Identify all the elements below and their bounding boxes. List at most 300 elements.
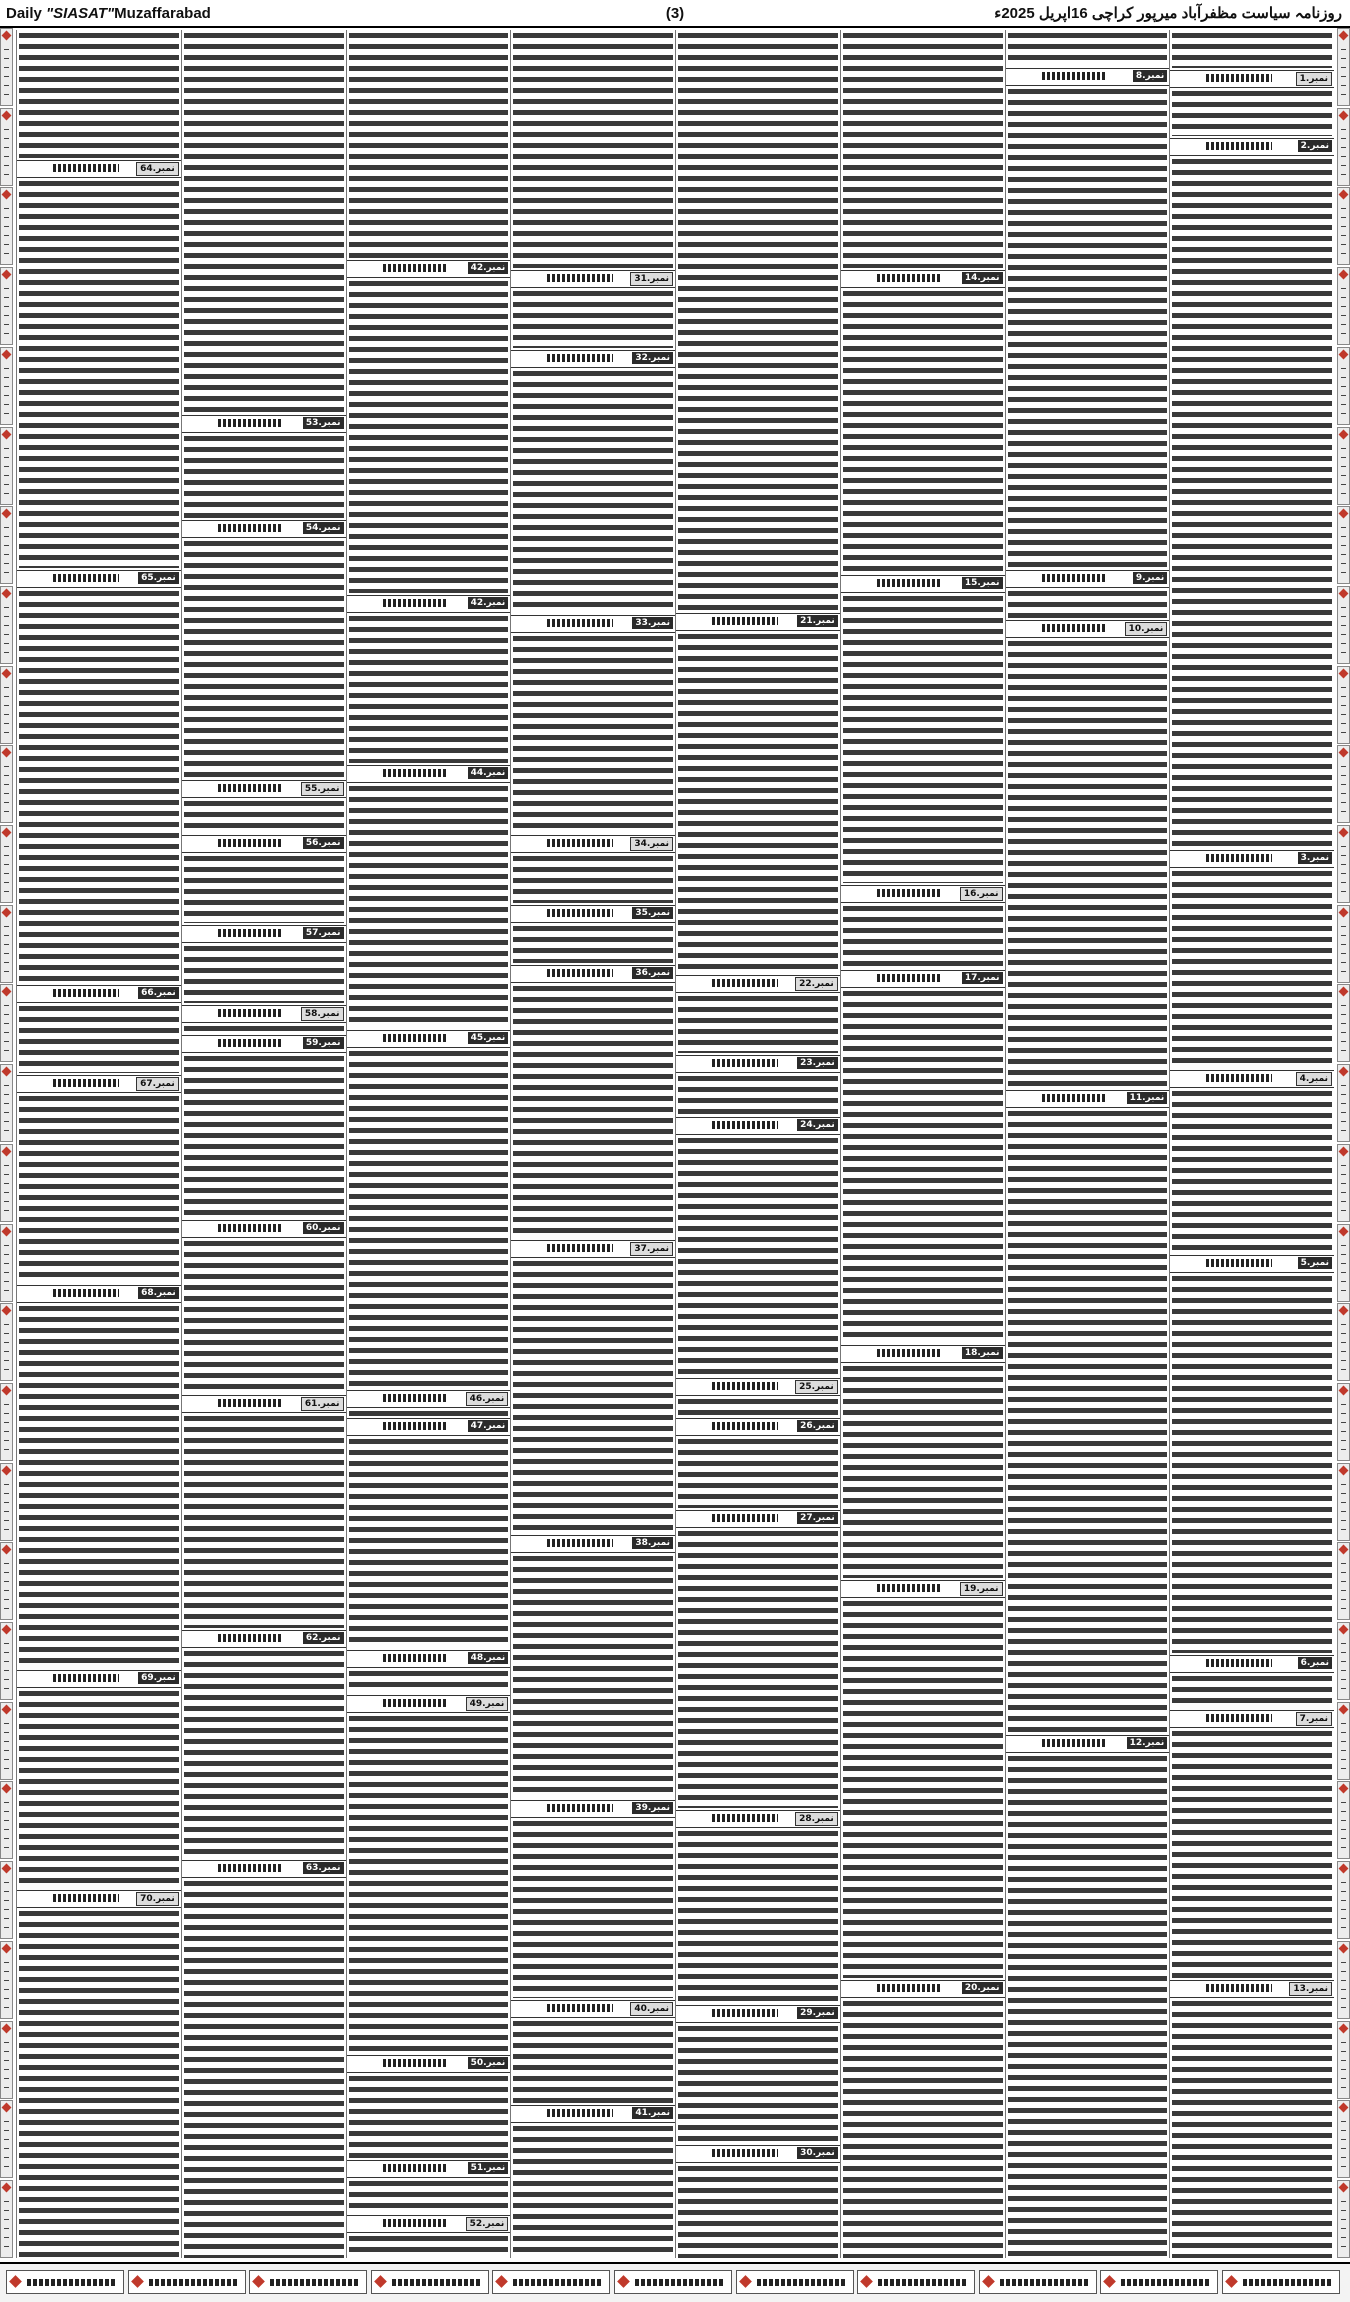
rail-mark (1341, 386, 1346, 387)
rail-mark (4, 536, 9, 537)
rail-mark (4, 324, 9, 325)
star-icon (1339, 1864, 1349, 1874)
star-icon (1339, 1704, 1349, 1714)
star-icon (2, 1385, 12, 1395)
rail-mark (1341, 1272, 1346, 1273)
siasat-logo-icon (877, 974, 943, 982)
text-lines (184, 853, 344, 923)
footer-logo-icon (392, 2279, 482, 2286)
article-number: نمبر.1 (1296, 72, 1332, 86)
rail-tile (1337, 267, 1350, 345)
rail-mark (1341, 333, 1346, 334)
rail-mark (4, 174, 9, 175)
footer-band (128, 2270, 246, 2294)
rail-mark (4, 76, 9, 77)
star-icon (2, 1864, 12, 1874)
article-number: نمبر.15 (962, 577, 1003, 589)
rail-mark (1341, 1829, 1346, 1830)
star-icon (1339, 1625, 1349, 1635)
star-icon (1339, 668, 1349, 678)
article-header (676, 1510, 840, 1528)
article-header (182, 1005, 346, 1023)
article-text (1172, 1728, 1332, 1978)
article-header (17, 1890, 181, 1908)
rail-mark (4, 49, 9, 50)
rail-mark (4, 2210, 9, 2211)
rail-mark (4, 404, 9, 405)
text-lines (349, 2073, 509, 2158)
rail-mark (4, 705, 9, 706)
article-text (1008, 1753, 1168, 2258)
rail-tile (0, 427, 13, 505)
star-icon (1339, 349, 1349, 359)
rail-mark (4, 962, 9, 963)
rail-mark (1341, 1581, 1346, 1582)
article-number: نمبر.69 (138, 1672, 179, 1684)
rail-mark (4, 1989, 9, 1990)
rail-tile (1337, 666, 1350, 744)
rail-tile (1337, 905, 1350, 983)
rail-mark (1341, 855, 1346, 856)
rail-mark (1341, 953, 1346, 954)
text-lines (184, 1053, 344, 1218)
article-number: نمبر.14 (962, 272, 1003, 284)
article-text (843, 30, 1003, 268)
rail-mark (4, 226, 9, 227)
article-header (182, 1035, 346, 1053)
article-number: نمبر.40 (630, 2002, 673, 2016)
star-icon (1104, 2275, 1117, 2288)
rail-tile (0, 984, 13, 1062)
text-lines (349, 1713, 509, 2053)
article-text (843, 1998, 1003, 2258)
text-lines (349, 30, 509, 258)
article-number: نمبر.53 (303, 417, 344, 429)
rail-mark (4, 891, 9, 892)
text-lines (513, 2018, 673, 2103)
star-icon (1339, 270, 1349, 280)
article-number: نمبر.35 (632, 907, 673, 919)
article-header (1170, 1710, 1334, 1728)
article-number: نمبر.8 (1133, 70, 1167, 82)
rail-mark (4, 475, 9, 476)
rail-mark (1341, 784, 1346, 785)
siasat-logo-icon (547, 909, 613, 917)
text-lines (349, 278, 509, 593)
rail-mark (1341, 1351, 1346, 1352)
article-text (1172, 868, 1332, 1068)
rail-mark (1341, 1652, 1346, 1653)
rail-mark (4, 1130, 9, 1131)
article-number: نمبر.64 (136, 162, 179, 176)
rail-mark (1341, 1679, 1346, 1680)
rail-mark (4, 253, 9, 254)
rail-mark (1341, 306, 1346, 307)
rail-mark (4, 1891, 9, 1892)
article-header (1006, 1090, 1170, 1108)
text-lines (349, 1436, 509, 1648)
siasat-logo-icon (877, 1584, 943, 1592)
footer-band (979, 2270, 1097, 2294)
rail-tile (0, 905, 13, 983)
siasat-logo-icon (218, 1039, 284, 1047)
star-icon (1339, 429, 1349, 439)
rail-tile (1337, 1224, 1350, 1302)
text-lines (349, 1668, 509, 1693)
article-text (349, 2073, 509, 2158)
article-header (511, 2105, 675, 2123)
rail-mark (1341, 811, 1346, 812)
rail-tile (0, 506, 13, 584)
article-text (349, 1408, 509, 1416)
article-text (1008, 588, 1168, 618)
rail-mark (4, 1369, 9, 1370)
footer-logo-icon (1121, 2279, 1211, 2286)
news-column (1005, 30, 1170, 2258)
siasat-logo-icon (1206, 1259, 1272, 1267)
article-header (17, 985, 181, 1003)
rail-mark (1341, 714, 1346, 715)
star-icon (131, 2275, 144, 2288)
text-lines (19, 1003, 179, 1073)
rail-mark (1341, 625, 1346, 626)
article-number: نمبر.67 (136, 1077, 179, 1091)
text-lines (678, 1396, 838, 1416)
rail-mark (4, 1404, 9, 1405)
siasat-logo-icon (383, 2219, 449, 2227)
rail-mark (4, 1900, 9, 1901)
siasat-logo-icon (383, 1034, 449, 1042)
rail-mark (1341, 368, 1346, 369)
siasat-logo-icon (383, 2164, 449, 2172)
article-header (182, 835, 346, 853)
rail-mark (4, 1520, 9, 1521)
footer-logo-icon (1000, 2279, 1090, 2286)
article-number: نمبر.38 (632, 1537, 673, 1549)
text-lines (184, 1648, 344, 1858)
text-lines (184, 1413, 344, 1628)
rail-mark (1341, 244, 1346, 245)
article-number: نمبر.18 (962, 1347, 1003, 1359)
star-icon (2, 1545, 12, 1555)
siasat-logo-icon (53, 574, 119, 582)
rail-mark (4, 1563, 9, 1564)
article-text (513, 288, 673, 348)
article-number: نمبر.24 (797, 1119, 838, 1131)
article-text (1172, 88, 1332, 136)
text-lines (1172, 156, 1332, 848)
star-icon (2, 588, 12, 598)
star-icon (252, 2275, 265, 2288)
star-icon (1339, 190, 1349, 200)
siasat-logo-icon (1042, 72, 1108, 80)
article-number: نمبر.58 (301, 1007, 344, 1021)
rail-mark (4, 1802, 9, 1803)
rail-mark (1341, 484, 1346, 485)
rail-mark (1341, 1281, 1346, 1282)
rail-mark (1341, 2051, 1346, 2052)
rail-mark (1341, 687, 1346, 688)
star-icon (1339, 907, 1349, 917)
article-header (511, 835, 675, 853)
rail-mark (4, 1254, 9, 1255)
rail-mark (1341, 705, 1346, 706)
rail-mark (1341, 766, 1346, 767)
rail-mark (4, 1351, 9, 1352)
rail-mark (4, 2237, 9, 2238)
rail-mark (4, 1750, 9, 1751)
article-header (676, 1055, 840, 1073)
rail-mark (4, 714, 9, 715)
rail-mark (1341, 607, 1346, 608)
article-number: نمبر.51 (468, 2162, 509, 2174)
rail-mark (4, 1599, 9, 1600)
article-number: نمبر.59 (303, 1037, 344, 1049)
siasat-logo-icon (712, 979, 778, 987)
rail-mark (4, 1094, 9, 1095)
rail-mark (4, 2069, 9, 2070)
text-lines (349, 1048, 509, 1388)
rail-mark (1341, 1422, 1346, 1423)
article-text (843, 593, 1003, 883)
rail-mark (4, 1502, 9, 1503)
rail-mark (1341, 2130, 1346, 2131)
masthead (0, 0, 1350, 28)
star-icon (2, 1625, 12, 1635)
rail-tile (1337, 1383, 1350, 1461)
rail-mark (1341, 67, 1346, 68)
star-icon (2, 907, 12, 917)
text-lines (1008, 588, 1168, 618)
rail-mark (4, 687, 9, 688)
article-text (1008, 86, 1168, 568)
rail-mark (4, 1688, 9, 1689)
text-lines (843, 288, 1003, 573)
siasat-logo-icon (712, 1382, 778, 1390)
star-icon (1339, 588, 1349, 598)
rail-mark (1341, 58, 1346, 59)
text-lines (513, 983, 673, 1238)
rail-tile (0, 745, 13, 823)
star-icon (2, 748, 12, 758)
rail-mark (4, 1023, 9, 1024)
rail-mark (1341, 1572, 1346, 1573)
text-lines (678, 2163, 838, 2258)
rail-mark (4, 138, 9, 139)
article-number: نمبر.21 (797, 615, 838, 627)
rail-mark (1341, 208, 1346, 209)
article-text (843, 1363, 1003, 1578)
rail-mark (4, 652, 9, 653)
rail-tile (0, 1144, 13, 1222)
rail-mark (4, 333, 9, 334)
rail-mark (1341, 1768, 1346, 1769)
rail-mark (4, 448, 9, 449)
text-lines (513, 923, 673, 963)
article-text (1172, 156, 1332, 848)
rail-mark (1341, 696, 1346, 697)
article-number: نمبر.26 (797, 1420, 838, 1432)
masthead-brand: "SIASAT" (46, 4, 115, 22)
rail-mark (4, 1281, 9, 1282)
star-icon (2, 1704, 12, 1714)
rail-mark (4, 846, 9, 847)
star-icon (1339, 1306, 1349, 1316)
article-number: نمبر.70 (136, 1892, 179, 1906)
rail-tile (1337, 187, 1350, 265)
footer-logo-icon (878, 2279, 968, 2286)
star-icon (1339, 509, 1349, 519)
rail-mark (4, 2051, 9, 2052)
siasat-logo-icon (547, 354, 613, 362)
footer-band (614, 2270, 732, 2294)
rail-mark (1341, 1041, 1346, 1042)
text-lines (184, 1238, 344, 1393)
rail-mark (1341, 1927, 1346, 1928)
article-header (1006, 68, 1170, 86)
siasat-logo-icon (383, 264, 449, 272)
star-icon (2, 2103, 12, 2113)
rail-mark (1341, 1493, 1346, 1494)
siasat-logo-icon (712, 1514, 778, 1522)
article-text (513, 2123, 673, 2258)
text-lines (1008, 1108, 1168, 1733)
footer-band (857, 2270, 975, 2294)
siasat-logo-icon (218, 839, 284, 847)
rail-tile (1337, 825, 1350, 903)
rail-mark (1341, 1732, 1346, 1733)
text-lines (843, 1363, 1003, 1578)
rail-mark (4, 1360, 9, 1361)
rail-mark (1341, 1201, 1346, 1202)
rail-mark (1341, 536, 1346, 537)
star-icon (2, 110, 12, 120)
article-number: نمبر.55 (301, 782, 344, 796)
siasat-logo-icon (53, 164, 119, 172)
siasat-logo-icon (547, 619, 613, 627)
siasat-logo-icon (53, 1894, 119, 1902)
siasat-logo-icon (547, 1244, 613, 1252)
rail-mark (4, 1811, 9, 1812)
article-text (349, 1668, 509, 1693)
text-lines (843, 903, 1003, 968)
rail-mark (4, 156, 9, 157)
article-text (184, 433, 344, 518)
rail-mark (4, 1847, 9, 1848)
page-footer (0, 2262, 1350, 2302)
article-text (1008, 638, 1168, 1088)
article-number: نمبر.62 (303, 1632, 344, 1644)
siasat-logo-icon (547, 839, 613, 847)
article-header (347, 2055, 511, 2073)
rail-mark (4, 2201, 9, 2202)
rail-tile (0, 586, 13, 664)
news-column (1169, 30, 1334, 2258)
rail-mark (1341, 2121, 1346, 2122)
right-border-rail (1337, 28, 1350, 2260)
article-number: نمبر.23 (797, 1057, 838, 1069)
rail-mark (4, 855, 9, 856)
footer-logo-icon (513, 2279, 603, 2286)
siasat-logo-icon (712, 1121, 778, 1129)
article-number: نمبر.49 (466, 1697, 509, 1711)
article-text (843, 903, 1003, 968)
masthead-city: Muzaffarabad (114, 4, 211, 22)
rail-mark (1341, 2201, 1346, 2202)
article-header (182, 520, 346, 538)
rail-mark (4, 971, 9, 972)
article-text (19, 1908, 179, 2258)
article-number: نمبر.50 (468, 2057, 509, 2069)
star-icon (2, 1306, 12, 1316)
rail-mark (4, 208, 9, 209)
rail-mark (4, 386, 9, 387)
article-header (347, 2215, 511, 2233)
rail-mark (4, 1449, 9, 1450)
star-icon (1339, 1784, 1349, 1794)
article-text (184, 1413, 344, 1628)
columns-area (16, 30, 1334, 2258)
rail-mark (1341, 1820, 1346, 1821)
rail-mark (1341, 2087, 1346, 2088)
rail-mark (4, 1484, 9, 1485)
rail-mark (1341, 1263, 1346, 1264)
rail-tile (0, 1542, 13, 1620)
rail-mark (1341, 1005, 1346, 1006)
rail-mark (1341, 634, 1346, 635)
rail-mark (1341, 1723, 1346, 1724)
rail-mark (4, 2157, 9, 2158)
article-number: نمبر.42 (468, 597, 509, 609)
rail-mark (4, 1014, 9, 1015)
text-lines (1172, 30, 1332, 68)
article-number: نمبر.16 (960, 887, 1003, 901)
article-text (678, 1396, 838, 1416)
article-number: نمبر.61 (301, 1397, 344, 1411)
rail-mark (1341, 1502, 1346, 1503)
siasat-logo-icon (218, 1864, 284, 1872)
rail-mark (4, 616, 9, 617)
siasat-logo-icon (383, 769, 449, 777)
rail-mark (1341, 226, 1346, 227)
rail-mark (1341, 1121, 1346, 1122)
rail-mark (1341, 413, 1346, 414)
rail-tile (1337, 1463, 1350, 1541)
article-header (182, 1860, 346, 1878)
article-text (678, 2023, 838, 2143)
news-column (346, 30, 511, 2258)
rail-mark (1341, 1998, 1346, 1999)
text-lines (349, 1408, 509, 1416)
siasat-logo-icon (383, 1394, 449, 1402)
rail-mark (4, 1572, 9, 1573)
rail-mark (4, 1529, 9, 1530)
rail-tile (1337, 2180, 1350, 2258)
rail-tile (0, 1224, 13, 1302)
article-number: نمبر.41 (632, 2107, 673, 2119)
rail-mark (1341, 2228, 1346, 2229)
article-text (349, 278, 509, 593)
rail-mark (4, 732, 9, 733)
siasat-logo-icon (877, 1349, 943, 1357)
article-number: نمبر.44 (468, 767, 509, 779)
rail-mark (4, 563, 9, 564)
star-icon (617, 2275, 630, 2288)
article-number: نمبر.36 (632, 967, 673, 979)
siasat-logo-icon (383, 1699, 449, 1707)
rail-mark (4, 1493, 9, 1494)
rail-mark (1341, 1165, 1346, 1166)
